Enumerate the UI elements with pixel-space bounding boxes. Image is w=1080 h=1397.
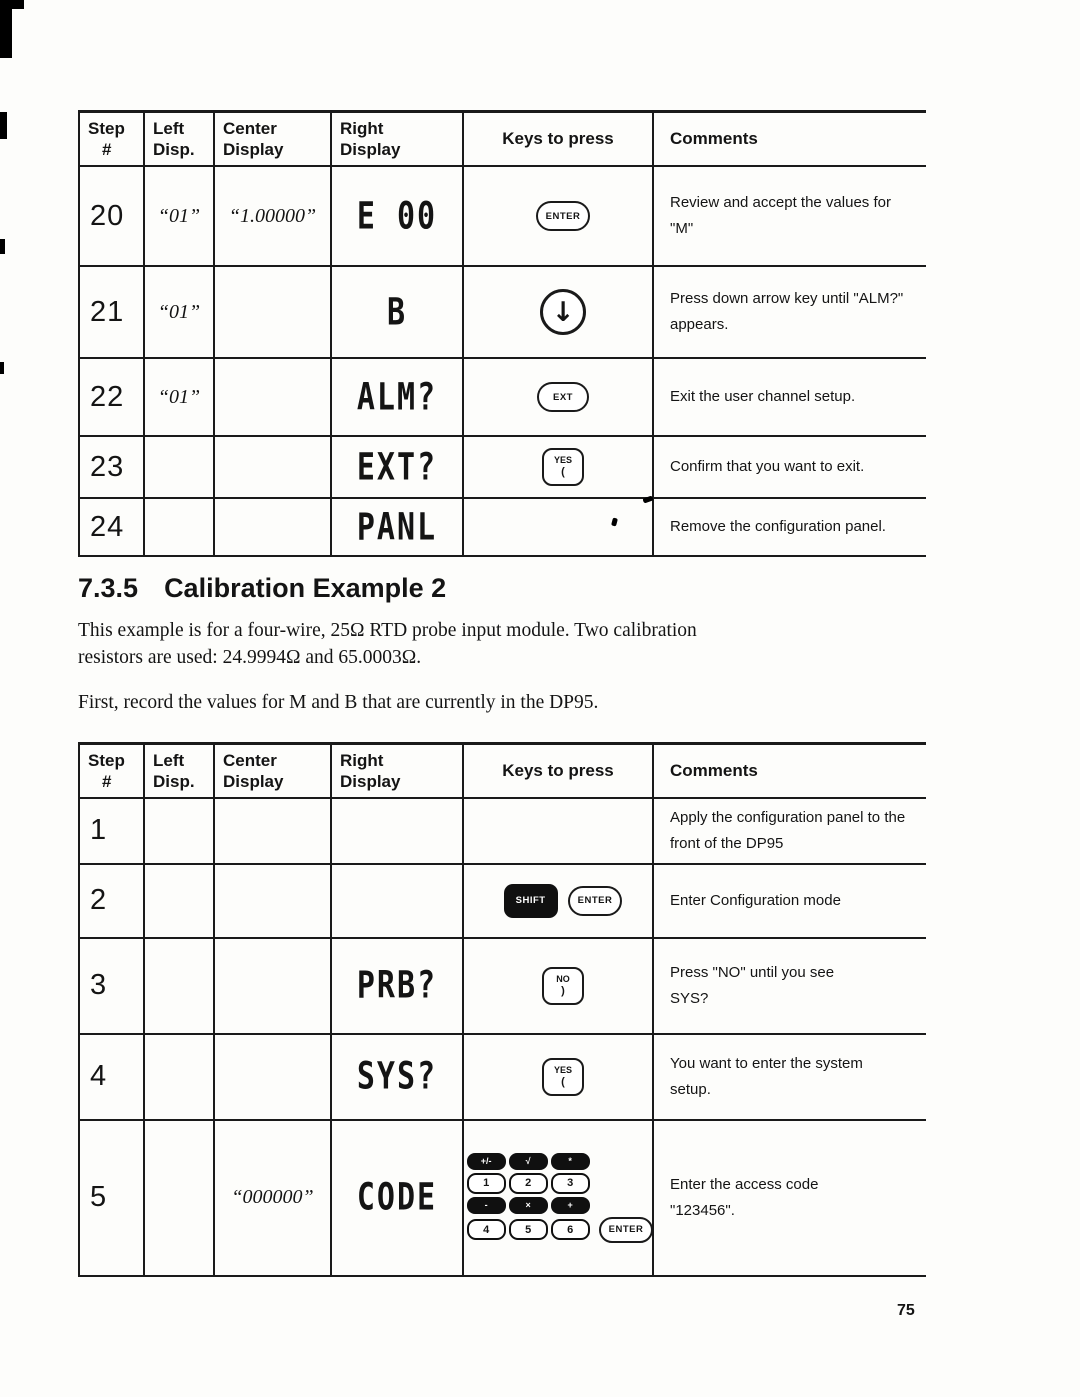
yes-key: YES ( [542, 1058, 584, 1096]
table-row [78, 799, 926, 865]
no-key: NO ) [542, 967, 584, 1005]
left-display-value [143, 437, 213, 497]
step-number: 4 [78, 1035, 143, 1119]
steps-table-lower [78, 742, 926, 1277]
shift-key: SHIFT [504, 884, 558, 918]
col-header-keys: Keys to press [462, 113, 652, 165]
keys-cell [462, 1035, 652, 1119]
left-display-value [143, 799, 213, 863]
col-header-comments: Comments [652, 113, 926, 165]
col-header-right-display: Right Display [330, 113, 462, 165]
down-arrow-key [540, 289, 586, 335]
exit-key: EXT [537, 382, 589, 412]
page-number: 75 [897, 1302, 915, 1319]
table-row [78, 865, 926, 939]
step-number: 22 [78, 359, 143, 435]
keypad-label: * [551, 1153, 590, 1170]
right-display-segment: SYS? [330, 1035, 462, 1119]
comment-text: Remove the configuration panel. [652, 499, 926, 555]
comment-text: Enter the access code "123456". [652, 1121, 926, 1275]
comment-text: Confirm that you want to exit. [652, 437, 926, 497]
keys-cell [462, 167, 652, 265]
col-header-center-display: Center Display [213, 113, 330, 165]
yes-key: YES ( [542, 448, 584, 486]
keys-cell [462, 1121, 652, 1275]
left-display-value: “01” [143, 359, 213, 435]
keypad-key-5: 5 [509, 1219, 548, 1240]
scan-artifact [0, 239, 5, 254]
center-display-value [213, 437, 330, 497]
comment-text: Review and accept the values for "M" [652, 167, 926, 265]
keypad-key-1: 1 [467, 1173, 506, 1194]
left-display-value [143, 1121, 213, 1275]
center-display-value [213, 267, 330, 357]
keypad-label: - [467, 1197, 506, 1214]
center-display-value [213, 865, 330, 937]
keys-cell [462, 267, 652, 357]
comment-text: Apply the configuration panel to the front of the DP95 [652, 799, 926, 863]
comment-text: Press "NO" until you see SYS? [652, 939, 926, 1033]
left-display-value [143, 499, 213, 555]
step-number: 3 [78, 939, 143, 1033]
col-header-step: Step # [78, 113, 143, 165]
scan-artifact [0, 362, 4, 374]
center-display-value: “1.00000” [213, 167, 330, 265]
right-display-segment: CODE [330, 1121, 462, 1275]
comment-text: Press down arrow key until "ALM?" appears. [652, 267, 926, 357]
left-display-value: “01” [143, 167, 213, 265]
table-row [78, 167, 926, 267]
table-header-row [78, 745, 926, 799]
comment-text: You want to enter the system setup. [652, 1035, 926, 1119]
keys-cell [462, 359, 652, 435]
right-display-segment: B [330, 267, 462, 357]
col-header-comments: Comments [652, 745, 926, 797]
step-number: 23 [78, 437, 143, 497]
keypad-label: √ [509, 1153, 548, 1170]
right-display-segment: PANL [330, 499, 462, 555]
center-display-value: “000000” [213, 1121, 330, 1275]
enter-key: ENTER [536, 201, 591, 231]
col-header-right-display: Right Display [330, 745, 462, 797]
center-display-value [213, 499, 330, 555]
left-display-value [143, 1035, 213, 1119]
table-row [78, 939, 926, 1035]
step-number: 5 [78, 1121, 143, 1275]
table-row [78, 359, 926, 437]
keys-cell [462, 939, 652, 1033]
table-row [78, 1035, 926, 1121]
step-number: 21 [78, 267, 143, 357]
body-paragraph: This example is for a four-wire, 25Ω RTD probe input module. Two calibration resistors are used: 24.9994Ω and 65.0003Ω. [78, 620, 697, 669]
enter-key: ENTER [599, 1217, 654, 1243]
col-header-step: Step # [78, 745, 143, 797]
table-row [78, 499, 926, 557]
center-display-value [213, 1035, 330, 1119]
center-display-value [213, 799, 330, 863]
right-display-segment [330, 865, 462, 937]
table-row [78, 1121, 926, 1277]
keypad-label: + [551, 1197, 590, 1214]
steps-table-upper [78, 110, 926, 557]
left-display-value: “01” [143, 267, 213, 357]
right-display-segment: E 00 [330, 167, 462, 265]
numeric-keypad [467, 1153, 654, 1243]
table-row [78, 267, 926, 359]
section-heading [78, 573, 1080, 604]
step-number: 2 [78, 865, 143, 937]
keys-cell [462, 499, 652, 555]
right-display-segment: PRB? [330, 939, 462, 1033]
col-header-left-disp: Left Disp. [143, 113, 213, 165]
step-number: 24 [78, 499, 143, 555]
keypad-key-2: 2 [509, 1173, 548, 1194]
keys-cell [462, 437, 652, 497]
right-display-segment [330, 799, 462, 863]
center-display-value [213, 939, 330, 1033]
keypad-key-3: 3 [551, 1173, 590, 1194]
left-display-value [143, 865, 213, 937]
col-header-left-disp: Left Disp. [143, 745, 213, 797]
enter-key: ENTER [568, 886, 623, 916]
scan-artifact [0, 112, 7, 139]
keypad-key-6: 6 [551, 1219, 590, 1240]
section-heading-number: 7.3.5 [78, 573, 139, 603]
scan-artifact [0, 0, 24, 9]
step-number: 20 [78, 167, 143, 265]
left-display-value [143, 939, 213, 1033]
comment-text: Enter Configuration mode [652, 865, 926, 937]
step-number: 1 [78, 799, 143, 863]
right-display-segment: ALM? [330, 359, 462, 435]
body-paragraph: First, record the values for M and B that are currently in the DP95. [78, 691, 599, 713]
center-display-value [213, 359, 330, 435]
keys-cell [462, 799, 652, 863]
right-display-segment: EXT? [330, 437, 462, 497]
comment-text: Exit the user channel setup. [652, 359, 926, 435]
col-header-keys: Keys to press [462, 745, 652, 797]
keypad-label: × [509, 1197, 548, 1214]
keys-cell [462, 865, 652, 937]
section-heading-title: Calibration Example 2 [164, 573, 447, 603]
keypad-label: +/- [467, 1153, 506, 1170]
table-header-row [78, 113, 926, 167]
table-row [78, 437, 926, 499]
keypad-key-4: 4 [467, 1219, 506, 1240]
down-arrow-icon: ↓ [551, 296, 575, 328]
col-header-center-display: Center Display [213, 745, 330, 797]
